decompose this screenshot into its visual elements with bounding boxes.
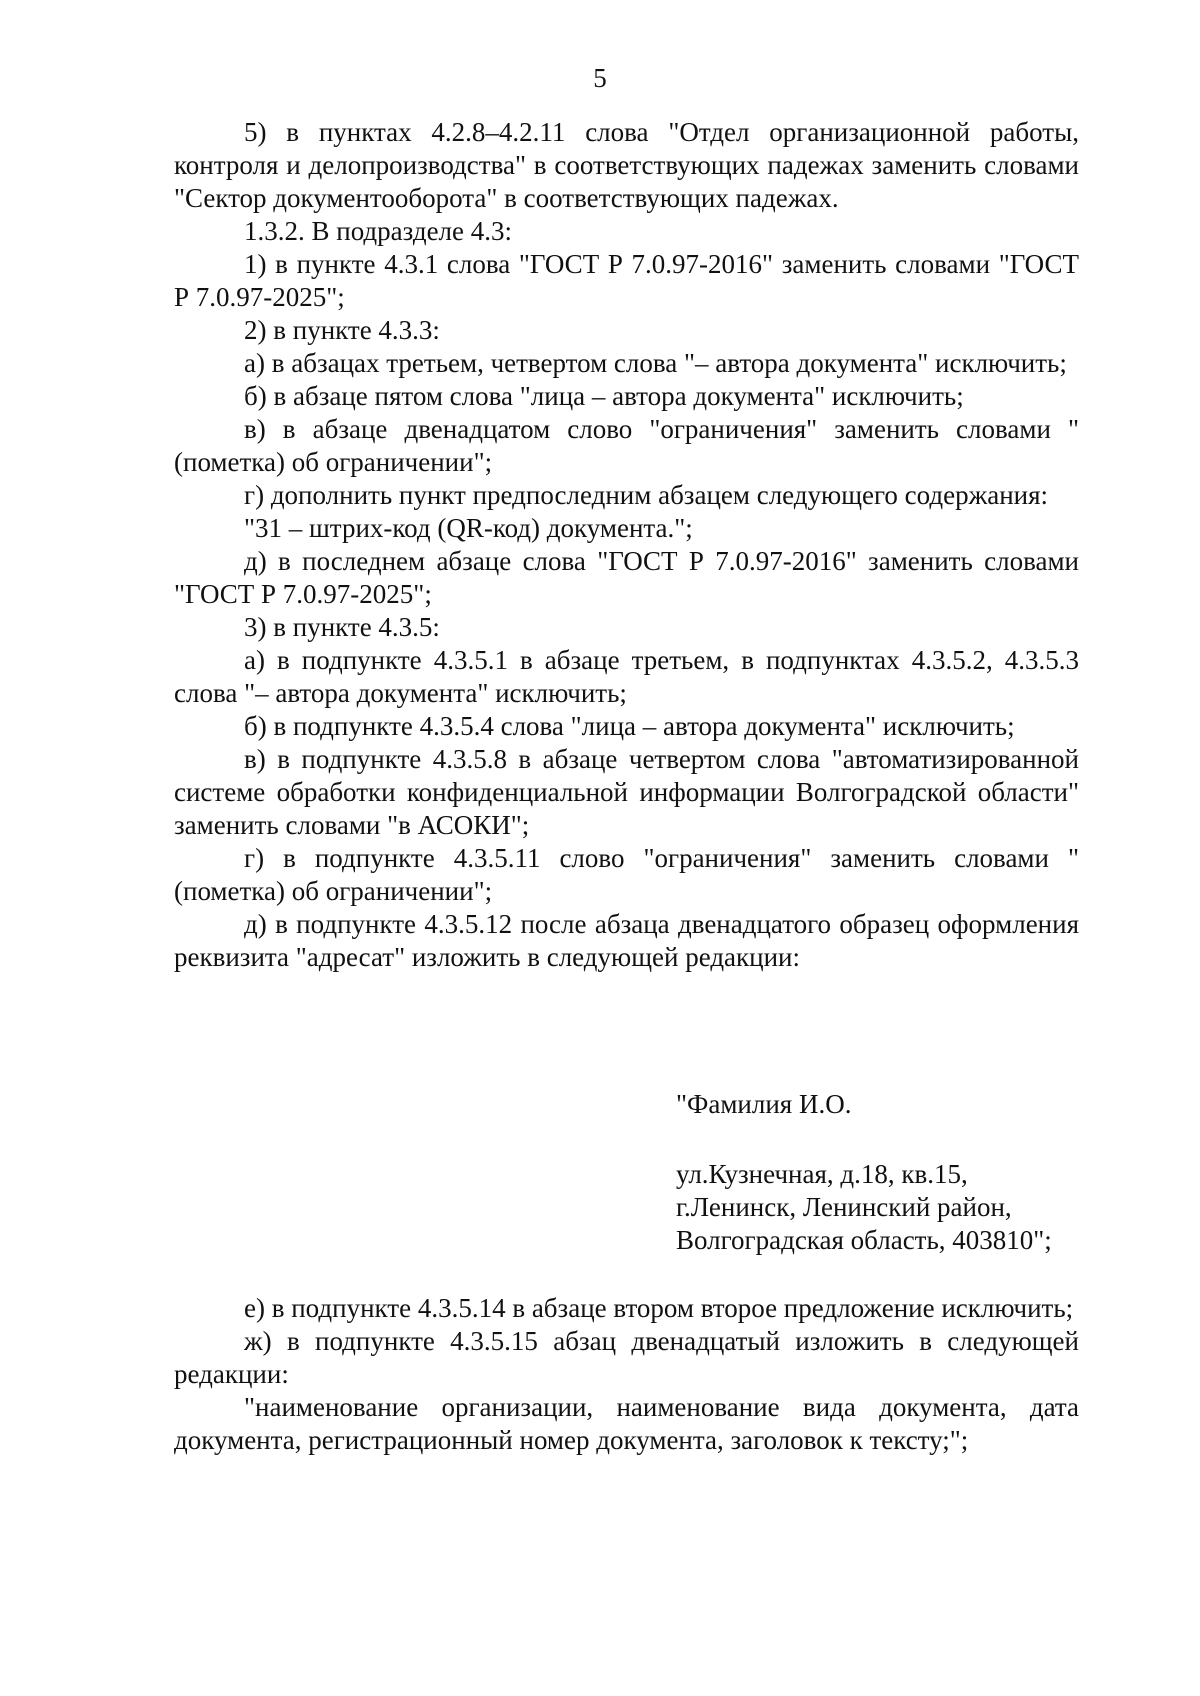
paragraph-item-2a: а) в абзацах третьем, четвертом слова "– автора документа" исключить;	[244, 348, 1067, 378]
paragraph-item-1: 1) в пункте 4.3.1 слова "ГОСТ Р 7.0.97-2016" заменить словами "ГОСТ Р 7.0.97-2025";	[174, 249, 1079, 312]
paragraph-1-3-2: 1.3.2. В подразделе 4.3:	[244, 216, 513, 246]
paragraph-item-2b: б) в абзаце пятом слова "лица – автора документа" исключить;	[244, 381, 964, 411]
paragraph-item-2g: г) дополнить пункт предпоследним абзацем следующего содержания:	[244, 480, 1049, 510]
paragraph-item-3v: в) в подпункте 4.3.5.8 в абзаце четвертом слова "автоматизированной системе обработки конфиденциальной информации Волгоградской области" заменить словами "в АСОКИ";	[174, 744, 1079, 840]
document-body	[174, 116, 1079, 974]
paragraph-item-2v: в) в абзаце двенадцатом слово "ограничения" заменить словами "(пометка) об ограничении";	[174, 414, 1079, 477]
paragraph-5: 5) в пунктах 4.2.8–4.2.11 слова "Отдел организационной работы, контроля и делопроизводства" в соответствующих падежах заменить словами "Сектор документооборота" в соответствующих падежах.	[174, 117, 1079, 213]
address-block-name	[676, 1088, 1096, 1121]
paragraph-item-3b: б) в подпункте 4.3.5.4 слова "лица – автора документа" исключить;	[244, 711, 1015, 741]
paragraph-quote-naming: "наименование организации, наименование вида документа, дата документа, регистрационный номер документа, заголовок к тексту;";	[174, 1392, 1079, 1455]
paragraph-item-3zh: ж) в подпункте 4.3.5.15 абзац двенадцатый изложить в следующей редакции:	[174, 1326, 1079, 1389]
page-number: 5	[593, 63, 607, 93]
address-street: ул.Кузнечная, д.18, кв.15,	[676, 1159, 968, 1189]
paragraph-item-3d: д) в подпункте 4.3.5.12 после абзаца двенадцатого образец оформления реквизита "адресат" изложить в следующей редакции:	[174, 909, 1079, 972]
paragraph-item-3: 3) в пункте 4.3.5:	[244, 612, 440, 642]
address-block	[676, 1158, 1096, 1257]
paragraph-item-2d: д) в последнем абзаце слова "ГОСТ Р 7.0.97-2016" заменить словами "ГОСТ Р 7.0.97-2025";	[174, 546, 1079, 609]
address-city: г.Ленинск, Ленинский район,	[676, 1192, 1012, 1222]
paragraph-item-3e: е) в подпункте 4.3.5.14 в абзаце втором второе предложение исключить;	[244, 1293, 1074, 1323]
document-body-continued	[174, 1292, 1079, 1457]
address-region: Волгоградская область, 403810";	[676, 1225, 1052, 1255]
address-name: "Фамилия И.О.	[676, 1089, 852, 1119]
paragraph-item-2: 2) в пункте 4.3.3:	[244, 315, 440, 345]
paragraph-item-3g: г) в подпункте 4.3.5.11 слово "ограничения" заменить словами "(пометка) об ограничении";	[174, 843, 1079, 906]
paragraph-quote-31: "31 – штрих-код (QR-код) документа.";	[244, 513, 693, 543]
paragraph-item-3a: а) в подпункте 4.3.5.1 в абзаце третьем, в подпунктах 4.3.5.2, 4.3.5.3 слова "– автора документа" исключить;	[174, 645, 1079, 708]
